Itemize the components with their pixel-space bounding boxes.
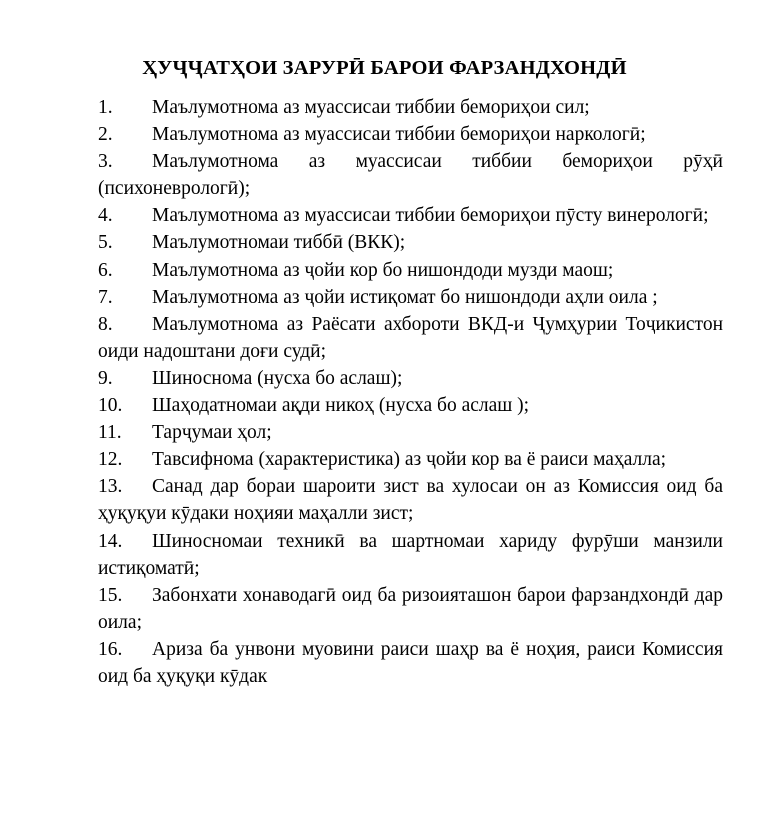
list-item-number: 6. [98,259,113,281]
list-item-number: 15. [98,584,123,606]
list-item-text: Маълумотнома аз муассисаи тиббии бемориҳои наркологӣ; [152,124,646,146]
list-item [98,473,723,527]
list-item-text: Маълумотнома аз муассисаи тиббии бемориҳои рӯҳӣ (психоневрологӣ); [98,151,723,200]
list-item-number: 8. [98,313,113,335]
list-item-number: 2. [98,124,113,146]
list-item-number: 9. [98,367,113,389]
list-item [98,311,723,365]
list-item [98,229,723,256]
list-item-number: 16. [98,638,123,660]
list-item-number: 10. [98,395,123,417]
list-item-number: 11. [98,422,122,444]
list-item-number: 1. [98,97,113,118]
list-item [98,392,723,419]
requirements-list [98,94,723,690]
list-item-number: 12. [98,449,123,471]
list-item [98,582,723,636]
page-title: ҲУҶҶАТҲОИ ЗАРУРӢ БАРОИ ФАРЗАНДХОНДӢ [142,57,627,79]
list-item [98,636,723,690]
list-item-number: 7. [98,286,113,308]
list-item-text: Шиносномаи техникӣ ва шартномаи хариду фурӯши манзили истиқоматӣ; [98,530,723,579]
list-item [98,528,723,582]
list-item-text: Санад дар бораи шароити зист ва хулосаи он аз Комиссия оид ба ҳуқуқуи кӯдаки ноҳияи маҳалли зист; [98,476,723,525]
list-item [98,419,723,446]
list-item [98,257,723,284]
list-item-number: 5. [98,232,113,254]
list-item-text: Забонхати хонаводагӣ оид ба ризоияташон барои фарзандхондӣ дар оила; [98,584,723,633]
list-item [98,94,723,121]
list-item-number: 4. [98,205,113,227]
list-item-text: Маълумотнома аз ҷойи истиқомат бо нишондоди аҳли оила ; [152,286,658,308]
list-item [98,202,723,229]
list-item-text: Шиносномa (нусха бо аслаш); [152,367,403,389]
list-item-text: Маълумотнома аз Раёсати ахбороти ВКД-и Ҷумҳурии Тоҷикистон оиди надоштани доғи судӣ; [98,313,723,362]
list-item-text: Маълумотномаи тиббӣ (ВКК); [152,232,406,254]
list-item [98,121,723,148]
list-item-text: Шаҳодатномаи ақди никоҳ (нусха бо аслаш ); [152,395,530,417]
list-item-text: Маълумотнома аз муассисаи тиббии бемориҳои сил; [152,97,590,118]
list-item [98,284,723,311]
list-item-number: 13. [98,476,123,498]
list-item [98,365,723,392]
list-item-number: 3. [98,151,113,173]
list-item-text: Тавсифнома (характеристика) аз ҷойи кор ва ё раиси маҳалла; [152,449,667,471]
list-item [98,148,723,202]
list-item-text: Тарҷумаи ҳол; [152,422,272,444]
list-item-text: Маълумотнома аз ҷойи кор бо нишондоди музди маош; [152,259,614,281]
list-item-text: Маълумотнома аз муассисаи тиббии бемориҳои пӯсту винерологӣ; [152,205,709,227]
list-item-number: 14. [98,530,123,552]
list-item [98,446,723,473]
list-item-text: Ариза ба унвони муовини раиси шаҳр ва ё ноҳия, раиси Комиссия оид ба ҳуқуқи кӯдак [98,638,723,687]
